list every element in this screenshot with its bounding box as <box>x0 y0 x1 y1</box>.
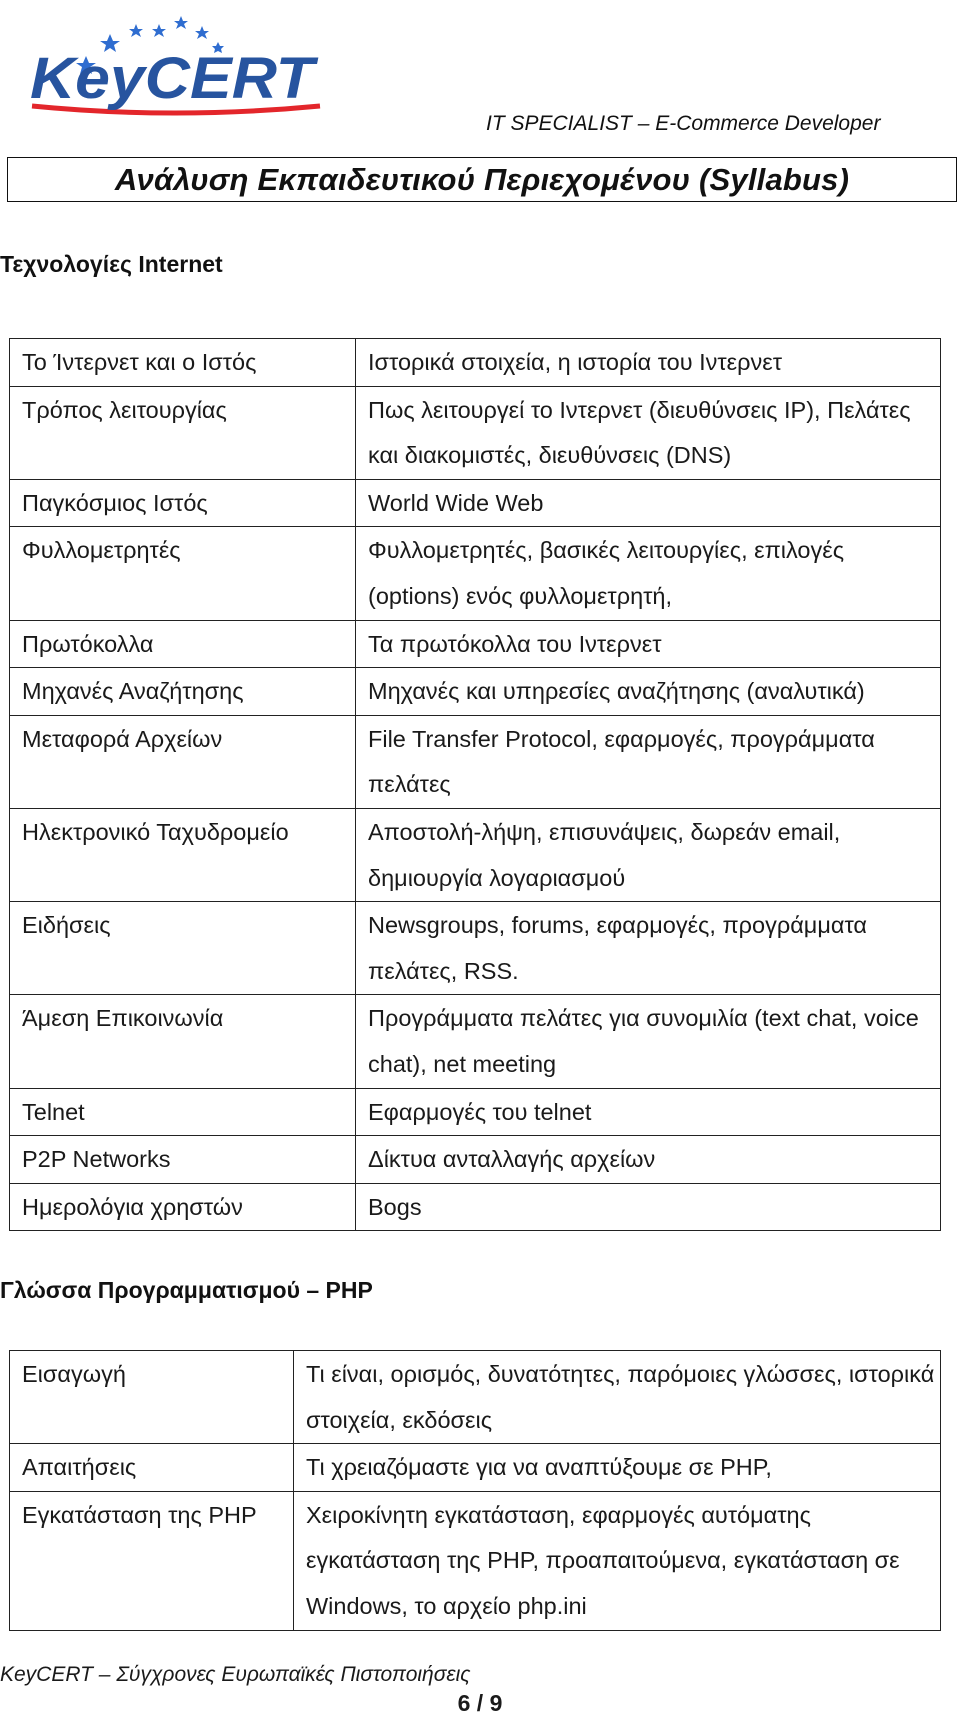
description-cell: Bogs <box>356 1183 941 1231</box>
table-row <box>10 479 941 527</box>
description-cell: Ιστορικά στοιχεία, η ιστορία του Ιντερνετ <box>356 339 941 387</box>
keycert-logo <box>24 12 324 122</box>
logo-text: KeyCERT <box>30 46 319 111</box>
header-subtitle: IT SPECIALIST – E-Commerce Developer <box>486 112 881 135</box>
topic-cell: Μηχανές Αναζήτησης <box>10 668 356 716</box>
description-cell: Αποστολή-λήψη, επισυνάψεις, δωρεάν email, δημιουργία λογαριασμού <box>356 808 941 901</box>
description-cell: Πως λειτουργεί το Ιντερνετ (διευθύνσεις IP), Πελάτες και διακομιστές, διευθύνσεις (DNS) <box>356 386 941 479</box>
php-syllabus-table <box>9 1350 941 1631</box>
keycert-logo-graphic <box>24 12 324 122</box>
description-cell: Μηχανές και υπηρεσίες αναζήτησης (αναλυτικά) <box>356 668 941 716</box>
topic-cell: Τρόπος λειτουργίας <box>10 386 356 479</box>
topic-cell: Μεταφορά Αρχείων <box>10 715 356 808</box>
description-cell: File Transfer Protocol, εφαρμογές, προγράμματα πελάτες <box>356 715 941 808</box>
topic-cell: Ημερολόγια χρηστών <box>10 1183 356 1231</box>
table-row <box>10 668 941 716</box>
description-cell: Newsgroups, forums, εφαρμογές, προγράμματα πελάτες, RSS. <box>356 902 941 995</box>
topic-cell: Ειδήσεις <box>10 902 356 995</box>
table-row <box>10 902 941 995</box>
description-cell: Τι είναι, ορισμός, δυνατότητες, παρόμοιες γλώσσες, ιστορικά στοιχεία, εκδόσεις <box>294 1351 941 1444</box>
table-row <box>10 808 941 901</box>
table-row <box>10 1136 941 1184</box>
description-cell: Δίκτυα ανταλλαγής αρχείων <box>356 1136 941 1184</box>
description-cell: World Wide Web <box>356 479 941 527</box>
description-cell: Εφαρμογές του telnet <box>356 1088 941 1136</box>
internet-syllabus-table <box>9 338 941 1231</box>
section-heading-internet: Τεχνολογίες Internet <box>0 251 223 277</box>
topic-cell: Άμεση Επικοινωνία <box>10 995 356 1088</box>
table-row <box>10 620 941 668</box>
topic-cell: Παγκόσμιος Ιστός <box>10 479 356 527</box>
topic-cell: P2P Networks <box>10 1136 356 1184</box>
description-cell: Τι χρειαζόμαστε για να αναπτύξουμε σε PHP, <box>294 1444 941 1492</box>
description-cell: Προγράμματα πελάτες για συνομιλία (text chat, voice chat), net meeting <box>356 995 941 1088</box>
table-row <box>10 1183 941 1231</box>
table-row <box>10 527 941 620</box>
table-row <box>10 1351 941 1444</box>
table-row <box>10 715 941 808</box>
topic-cell: Πρωτόκολλα <box>10 620 356 668</box>
table-row <box>10 339 941 387</box>
document-title: Ανάλυση Εκπαιδευτικού Περιεχομένου (Syllabus) <box>114 161 850 197</box>
section-heading-php: Γλώσσα Προγραμματισμού – PHP <box>0 1277 373 1303</box>
footer-text: KeyCERT – Σύγχρονες Ευρωπαϊκές Πιστοποιήσεις <box>0 1663 471 1686</box>
description-cell: Χειροκίνητη εγκατάσταση, εφαρμογές αυτόματης εγκατάσταση της PHP, προαπαιτούμενα, εγκατάσταση σε Windows, το αρχείο php.ini <box>294 1491 941 1630</box>
table-row <box>10 995 941 1088</box>
topic-cell: Το Ίντερνετ και ο Ιστός <box>10 339 356 387</box>
table-row <box>10 1088 941 1136</box>
topic-cell: Εγκατάσταση της PHP <box>10 1491 294 1630</box>
table-row <box>10 1491 941 1630</box>
topic-cell: Telnet <box>10 1088 356 1136</box>
topic-cell: Ηλεκτρονικό Ταχυδρομείο <box>10 808 356 901</box>
description-cell: Φυλλομετρητές, βασικές λειτουργίες, επιλογές (options) ενός φυλλομετρητή, <box>356 527 941 620</box>
table-row <box>10 1444 941 1492</box>
page-number: 6 / 9 <box>457 1690 503 1716</box>
table-row <box>10 386 941 479</box>
topic-cell: Φυλλομετρητές <box>10 527 356 620</box>
topic-cell: Εισαγωγή <box>10 1351 294 1444</box>
document-title-box <box>7 157 957 202</box>
topic-cell: Απαιτήσεις <box>10 1444 294 1492</box>
description-cell: Τα πρωτόκολλα του Ιντερνετ <box>356 620 941 668</box>
